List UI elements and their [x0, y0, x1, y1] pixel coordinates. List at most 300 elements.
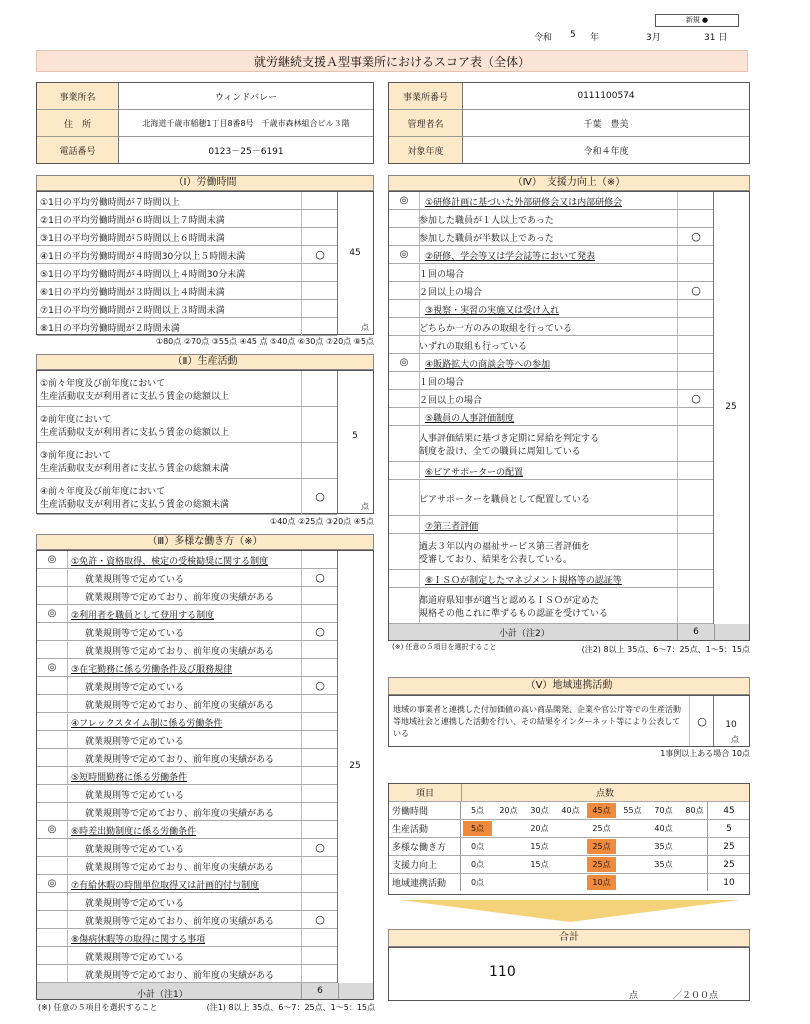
section1-footnote: ①80点 ②70点 ③55点 ④45 点 ⑤40点 ⑥30点 ⑦20点 ⑧5点 — [155, 337, 374, 346]
address-label: 住 所 — [37, 110, 119, 137]
section1-item-label: ⑥1日の平均労働時間が３時間以上４時間未満 — [40, 288, 225, 298]
manager-value: 千葉 豊美 — [463, 110, 749, 137]
section4-star — [389, 462, 420, 479]
section1-row — [37, 318, 337, 336]
section1-mark — [301, 210, 338, 227]
section4-row-text: どちらか一方のみの取組を行っている — [419, 324, 573, 334]
section4-option-row — [389, 426, 713, 462]
section4-category-row — [389, 300, 713, 318]
section3-row-text: 就業規則等で定めており、前年度の実績がある — [85, 809, 275, 819]
section3-category-row — [37, 659, 337, 677]
summary-row-value: 5 — [707, 820, 750, 837]
summary-cell — [649, 875, 678, 890]
section3-mark: ○ — [301, 623, 338, 640]
section4-row-text: 過去３年以内の福祉サービス第三者評価を — [419, 542, 591, 552]
section4-row-text: ⑧ＩＳＯが制定したマネジメント規格等の認証等 — [425, 576, 622, 586]
summary-cell: 30点 — [530, 806, 549, 815]
section1-row — [37, 246, 337, 264]
section2-mark: ○ — [301, 479, 338, 514]
summary-cell — [494, 821, 523, 836]
section4-option-row — [389, 588, 713, 624]
section1-mark: ○ — [301, 246, 338, 263]
summary-cell: 70点 — [654, 806, 673, 815]
section3-star — [37, 911, 68, 928]
section4-star — [389, 336, 420, 353]
section1-item-label: ①1日の平均労働時間が７時間以上 — [40, 198, 180, 208]
section4-category-row — [389, 570, 713, 588]
section4-mark — [677, 246, 714, 263]
section3-mark: ○ — [301, 839, 338, 856]
section4-title: （Ⅳ） 支援力向上（※） — [388, 175, 750, 191]
section4-mark — [677, 462, 714, 479]
section2-row — [37, 479, 337, 515]
date-year-unit: 年 — [590, 33, 600, 43]
section3-note-left: (※) 任意の５項目を選択すること — [38, 1003, 158, 1012]
section4-category-row — [389, 246, 713, 264]
section3-category-row — [37, 929, 337, 947]
section4-mark — [677, 264, 714, 281]
section3-mark — [301, 875, 338, 892]
date-era: 令和 — [534, 33, 553, 43]
section1-table — [36, 191, 374, 335]
target-year-value: 令和４年度 — [583, 146, 629, 157]
summary-points-header: 点数 — [595, 789, 614, 799]
section1-row — [37, 300, 337, 318]
total-box — [388, 947, 750, 1001]
section3-option-row — [37, 893, 337, 911]
section1-title: （Ⅰ）労働時間 — [36, 175, 374, 191]
section5-score: 10 — [725, 720, 737, 730]
summary-cell — [556, 821, 585, 836]
section4-row-text: 人事評価結果に基づき定期に昇給を判定する — [419, 434, 600, 444]
summary-cell: 25点 — [587, 839, 616, 854]
down-arrow-icon — [400, 900, 740, 922]
section2-item-line2: 生産活動収支が利用者に支払う賃金の総額未満 — [40, 464, 230, 474]
total-unit: 点 — [629, 991, 639, 1001]
section3-option-row — [37, 749, 337, 767]
summary-row-value: 10 — [707, 874, 750, 891]
section5-title: （Ⅴ）地域連携活動 — [388, 677, 750, 695]
section4-mark — [677, 480, 714, 515]
section3-row-text: ③在宅勤務に係る労働条件及び服務規律 — [71, 665, 233, 675]
section4-row-text2: 受審しており、結果を公表している。 — [419, 555, 573, 565]
summary-cell: 0点 — [470, 842, 485, 851]
section4-row-text: ピアサポーターを職員として配置している — [419, 495, 591, 505]
section3-star — [37, 803, 68, 820]
section3-star — [37, 587, 68, 604]
section3-row-text: 就業規則等で定めている — [85, 737, 185, 747]
section4-option-row — [389, 264, 713, 282]
section4-star — [389, 264, 420, 281]
section3-row-text: 就業規則等で定めており、前年度の実績がある — [85, 863, 275, 873]
section3-option-row — [37, 857, 337, 875]
section1-row — [37, 192, 337, 210]
section4-star — [389, 372, 420, 389]
section4-table — [388, 191, 750, 641]
section4-row-text2: 制度を設け、全ての職員に周知している — [419, 447, 581, 457]
section3-mark — [301, 731, 338, 748]
summary-cell — [618, 839, 647, 854]
section3-star: ◎ — [37, 659, 68, 676]
section4-mark — [677, 210, 714, 227]
total-max: ／２００点 — [673, 991, 719, 1001]
section1-unit: 点 — [361, 323, 369, 332]
section4-option-row — [389, 534, 713, 570]
section3-row-text: ④フレックスタイム制に係る労働条件 — [71, 719, 223, 729]
facility-name-value: ウィンドバレー — [119, 83, 373, 110]
section3-star: ◎ — [37, 605, 68, 622]
section3-table — [36, 550, 374, 1000]
section3-star — [37, 839, 68, 856]
section3-row-text: 就業規則等で定めている — [85, 629, 185, 639]
section3-mark — [301, 893, 338, 910]
section3-star: ◎ — [37, 875, 68, 892]
status-stamp: 新規 ● — [655, 14, 739, 27]
section4-mark — [677, 588, 714, 623]
section2-item-line2: 生産活動収支が利用者に支払う賃金の総額以上 — [40, 428, 230, 438]
section2-score: 5 — [352, 431, 358, 441]
section4-option-row — [389, 372, 713, 390]
summary-row — [389, 820, 749, 838]
section4-star: ◎ — [389, 246, 420, 263]
summary-item-header: 項目 — [389, 784, 462, 801]
section4-row-text: ⑤職員の人事評価制度 — [425, 414, 515, 424]
section5-table — [388, 695, 750, 747]
section4-row-text: ⑥ピアサポーターの配置 — [425, 468, 524, 478]
section2-title: （Ⅱ）生産活動 — [36, 354, 374, 370]
section3-row-text: 就業規則等で定めており、前年度の実績がある — [85, 971, 275, 981]
summary-cell: 25点 — [587, 857, 616, 872]
section4-category-row — [389, 354, 713, 372]
section3-mark — [301, 821, 338, 838]
section4-star — [389, 408, 420, 425]
section1-row — [37, 210, 337, 228]
section4-mark — [677, 534, 714, 569]
summary-cell: 45点 — [587, 803, 616, 818]
summary-row — [389, 802, 749, 820]
section4-star — [389, 480, 420, 515]
section3-mark — [301, 785, 338, 802]
section3-star — [37, 857, 68, 874]
section3-star — [37, 965, 68, 982]
section4-mark — [677, 372, 714, 389]
section3-row-text: ⑧傷病休暇等の取得に関する事項 — [71, 935, 206, 945]
section4-score: 25 — [725, 402, 737, 412]
section3-option-row — [37, 731, 337, 749]
section4-mark — [677, 318, 714, 335]
section4-row-text: 参加した職員が半数以上であった — [419, 234, 554, 244]
section3-row-text: 就業規則等で定めている — [85, 845, 185, 855]
section3-mark — [301, 587, 338, 604]
summary-cell — [618, 821, 647, 836]
section4-note-left: (※) 任意の５項目を選択すること — [392, 643, 497, 651]
summary-cell: 15点 — [530, 842, 549, 851]
section2-row — [37, 407, 337, 443]
section2-item-line2: 生産活動収支が利用者に支払う賃金の総額以上 — [40, 392, 230, 402]
summary-row-label: 支援力向上 — [389, 856, 461, 873]
section3-row-text: 就業規則等で定めている — [85, 791, 185, 801]
section4-row-text: ②研修、学会等又は学会誌等において発表 — [425, 252, 596, 262]
section4-star — [389, 282, 420, 299]
section3-star — [37, 695, 68, 712]
summary-cell: 40点 — [654, 824, 673, 833]
section4-option-row — [389, 318, 713, 336]
summary-cell — [525, 875, 554, 890]
section3-star: ◎ — [37, 821, 68, 838]
section3-mark — [301, 965, 338, 982]
section4-mark — [677, 336, 714, 353]
summary-cell: 25点 — [592, 824, 611, 833]
section4-row-text: ⑦第三者評価 — [425, 522, 479, 532]
section1-mark — [301, 192, 338, 209]
section4-subtotal-value: 6 — [677, 624, 715, 640]
target-year-label: 対象年度 — [389, 137, 463, 163]
section3-title: （Ⅲ）多様な働き方（※） — [36, 534, 374, 550]
summary-row-value: 25 — [707, 856, 750, 873]
section3-mark: ○ — [301, 911, 338, 928]
section4-category-row — [389, 516, 713, 534]
section4-star — [389, 534, 420, 569]
section4-star — [389, 570, 420, 587]
section4-mark — [677, 426, 714, 461]
section3-row-text: 就業規則等で定めており、前年度の実績がある — [85, 755, 275, 765]
summary-cell — [680, 875, 709, 890]
section3-star — [37, 929, 68, 946]
section3-note-right: (注1) 8以上 35点、6～7：25点、1～5：15点 — [206, 1003, 375, 1012]
section3-row-text: ②利用者を職員として登用する制度 — [71, 611, 215, 621]
section4-row-text: １回の場合 — [419, 270, 465, 280]
phone-value: 0123－25－6191 — [208, 146, 284, 157]
section3-subtotal-value: 6 — [301, 983, 339, 999]
section4-category-row — [389, 462, 713, 480]
section4-star — [389, 318, 420, 335]
section3-row-text: 就業規則等で定めている — [85, 683, 185, 693]
section4-category-row — [389, 408, 713, 426]
section4-option-row — [389, 282, 713, 300]
section2-item-line1: ①前々年度及び前年度において — [40, 379, 166, 389]
section4-note-right: (注2) 8以上 35点、6～7：25点、1～5：15点 — [581, 645, 750, 654]
summary-cell: 15点 — [530, 860, 549, 869]
section4-mark: ○ — [677, 282, 714, 299]
summary-cell — [618, 875, 647, 890]
summary-cell: 0点 — [470, 860, 485, 869]
total-label: 合計 — [388, 929, 750, 947]
section2-table — [36, 370, 374, 514]
section4-mark — [677, 516, 714, 533]
section3-star — [37, 569, 68, 586]
section3-option-row — [37, 677, 337, 695]
section3-star — [37, 677, 68, 694]
summary-row-label: 労働時間 — [389, 802, 461, 819]
section3-category-row — [37, 767, 337, 785]
section3-row-text: ①免許・資格取得、検定の受検勧奨に関する制度 — [71, 557, 269, 567]
address-value: 北海道千歳市稲穂1丁目8番8号 千歳市森林組合ビル３階 — [119, 110, 373, 137]
section4-star — [389, 390, 420, 407]
section3-option-row — [37, 623, 337, 641]
section4-option-row — [389, 480, 713, 516]
section3-row-text: ⑦有給休暇の時間単位取得又は計画的付与制度 — [71, 881, 260, 891]
facility-number-label: 事業所番号 — [389, 83, 463, 110]
section2-item-line2: 生産活動収支が利用者に支払う賃金の総額未満 — [40, 500, 230, 510]
summary-cell: 20点 — [499, 806, 518, 815]
section4-mark — [677, 570, 714, 587]
summary-cell: 10点 — [587, 875, 616, 890]
section3-mark — [301, 803, 338, 820]
phone-label: 電話番号 — [37, 137, 119, 163]
summary-row — [389, 874, 749, 892]
summary-cell — [680, 821, 709, 836]
summary-row-value: 25 — [707, 838, 750, 855]
section3-category-row — [37, 713, 337, 731]
section4-row-text: ①研修計画に基づいた外部研修会又は内部研修会 — [425, 198, 623, 208]
facility-number-value: 0111100574 — [463, 83, 749, 110]
section3-subtotal-row — [37, 983, 373, 999]
date-year: 5 — [570, 30, 576, 40]
section3-mark: ○ — [301, 569, 338, 586]
section4-star — [389, 426, 420, 461]
summary-cell: 35点 — [654, 860, 673, 869]
section2-footnote: ①40点 ②25点 ③20点 ④5点 — [270, 517, 374, 526]
section2-row — [37, 443, 337, 479]
summary-cell — [618, 857, 647, 872]
section3-mark — [301, 767, 338, 784]
section1-item-label: ④1日の平均労働時間が４時間30分以上５時間未満 — [40, 252, 246, 262]
section4-subtotal-label: 小計（注2） — [499, 629, 550, 639]
section4-option-row — [389, 228, 713, 246]
section3-option-row — [37, 641, 337, 659]
section1-mark — [301, 300, 338, 317]
section3-row-text: 就業規則等で定めている — [85, 575, 185, 585]
section3-option-row — [37, 587, 337, 605]
summary-cell: 35点 — [654, 842, 673, 851]
section2-item-line1: ②前年度において — [40, 415, 112, 425]
section3-mark: ○ — [301, 677, 338, 694]
summary-cell: 20点 — [530, 824, 549, 833]
section3-category-row — [37, 551, 337, 569]
section3-mark — [301, 947, 338, 964]
section1-row — [37, 282, 337, 300]
section4-row-text: 都道府県知事が適当と認めるＩＳＯが定めた — [419, 596, 600, 606]
section3-star — [37, 641, 68, 658]
section3-mark — [301, 641, 338, 658]
section2-mark — [301, 371, 338, 406]
section4-option-row — [389, 336, 713, 354]
section4-mark — [677, 300, 714, 317]
section3-option-row — [37, 695, 337, 713]
section3-mark — [301, 929, 338, 946]
section1-mark — [301, 282, 338, 299]
section4-star: ◎ — [389, 354, 420, 371]
summary-row — [389, 856, 749, 874]
section3-row-text: 就業規則等で定めている — [85, 953, 185, 963]
section4-row-text: ２回以上の場合 — [419, 288, 483, 298]
section4-option-row — [389, 210, 713, 228]
section3-row-text: ⑥時差出勤制度に係る労働条件 — [71, 827, 197, 837]
section3-mark — [301, 659, 338, 676]
section3-category-row — [37, 875, 337, 893]
section3-option-row — [37, 569, 337, 587]
date-line — [528, 30, 768, 44]
section4-option-row — [389, 390, 713, 408]
section3-star — [37, 749, 68, 766]
section3-mark — [301, 551, 338, 568]
section3-star — [37, 893, 68, 910]
section3-option-row — [37, 911, 337, 929]
section2-row — [37, 371, 337, 407]
summary-cell — [680, 839, 709, 854]
section3-option-row — [37, 947, 337, 965]
section3-row-text: 就業規則等で定めており、前年度の実績がある — [85, 647, 275, 657]
section1-item-label: ②1日の平均労働時間が６時間以上７時間未満 — [40, 216, 225, 226]
section4-star — [389, 516, 420, 533]
section3-mark — [301, 749, 338, 766]
section3-star — [37, 713, 68, 730]
summary-cell — [556, 875, 585, 890]
section4-row-text: いずれの取組も行っている — [419, 342, 528, 352]
section3-row-text: ⑤短時間勤務に係る労働条件 — [71, 773, 188, 783]
section2-unit: 点 — [361, 502, 369, 511]
page-title: 就労継続支援Ａ型事業所におけるスコア表（全体） — [36, 50, 748, 72]
summary-row-label: 多様な働き方 — [389, 838, 461, 855]
section3-subtotal-label: 小計（注1） — [137, 990, 188, 1000]
section5-mark: ○ — [697, 714, 707, 728]
section1-item-label: ⑤1日の平均労働時間が４時間以上４時間30分未満 — [40, 270, 246, 280]
section3-row-text: 就業規則等で定めており、前年度の実績がある — [85, 917, 275, 927]
section4-mark — [677, 354, 714, 371]
section4-mark — [677, 192, 714, 209]
section4-row-text2: 規格その他これに準ずるもの認証を受けている — [419, 609, 609, 619]
section2-mark — [301, 443, 338, 478]
section1-row — [37, 264, 337, 282]
section5-text: 地域の事業者と連携した付加価値の高い商品開発、企業や官公庁等での生産活動等地域社会と連携した活動を行い、その結果をインターネット等により公表している — [393, 705, 681, 738]
section4-star — [389, 588, 420, 623]
section3-option-row — [37, 965, 337, 983]
summary-cell: 40点 — [561, 806, 580, 815]
section4-star: ◎ — [389, 192, 420, 209]
section4-row-text: １回の場合 — [419, 378, 465, 388]
facility-id-table — [388, 82, 750, 164]
summary-cell — [494, 875, 523, 890]
section4-row-text: ③視察・実習の実施又は受け入れ — [425, 306, 560, 316]
section4-category-row — [389, 192, 713, 210]
facility-name-label: 事業所名 — [37, 83, 119, 110]
section1-score: 45 — [349, 248, 361, 258]
section1-mark — [301, 228, 338, 245]
section4-star — [389, 228, 420, 245]
summary-row — [389, 838, 749, 856]
section3-mark — [301, 713, 338, 730]
section4-mark — [677, 408, 714, 425]
section1-item-label: ⑧1日の平均労働時間が２時間未満 — [40, 324, 180, 334]
summary-row-label: 地域連携活動 — [389, 874, 461, 891]
section3-star — [37, 731, 68, 748]
total-value: 110 — [489, 964, 516, 980]
section2-mark — [301, 407, 338, 442]
section3-option-row — [37, 785, 337, 803]
section4-mark: ○ — [677, 228, 714, 245]
summary-header-row — [389, 784, 749, 802]
section1-row — [37, 228, 337, 246]
section3-row-text: 就業規則等で定めており、前年度の実績がある — [85, 701, 275, 711]
section4-row-text: ④販路拡大の商談会等への参加 — [425, 360, 551, 370]
section3-mark — [301, 605, 338, 622]
summary-cell — [556, 839, 585, 854]
section5-footnote: 1事例以上ある場合 10点 — [660, 749, 750, 758]
section1-mark — [301, 318, 338, 335]
summary-cell — [556, 857, 585, 872]
section3-option-row — [37, 839, 337, 857]
section3-score: 25 — [349, 761, 361, 771]
